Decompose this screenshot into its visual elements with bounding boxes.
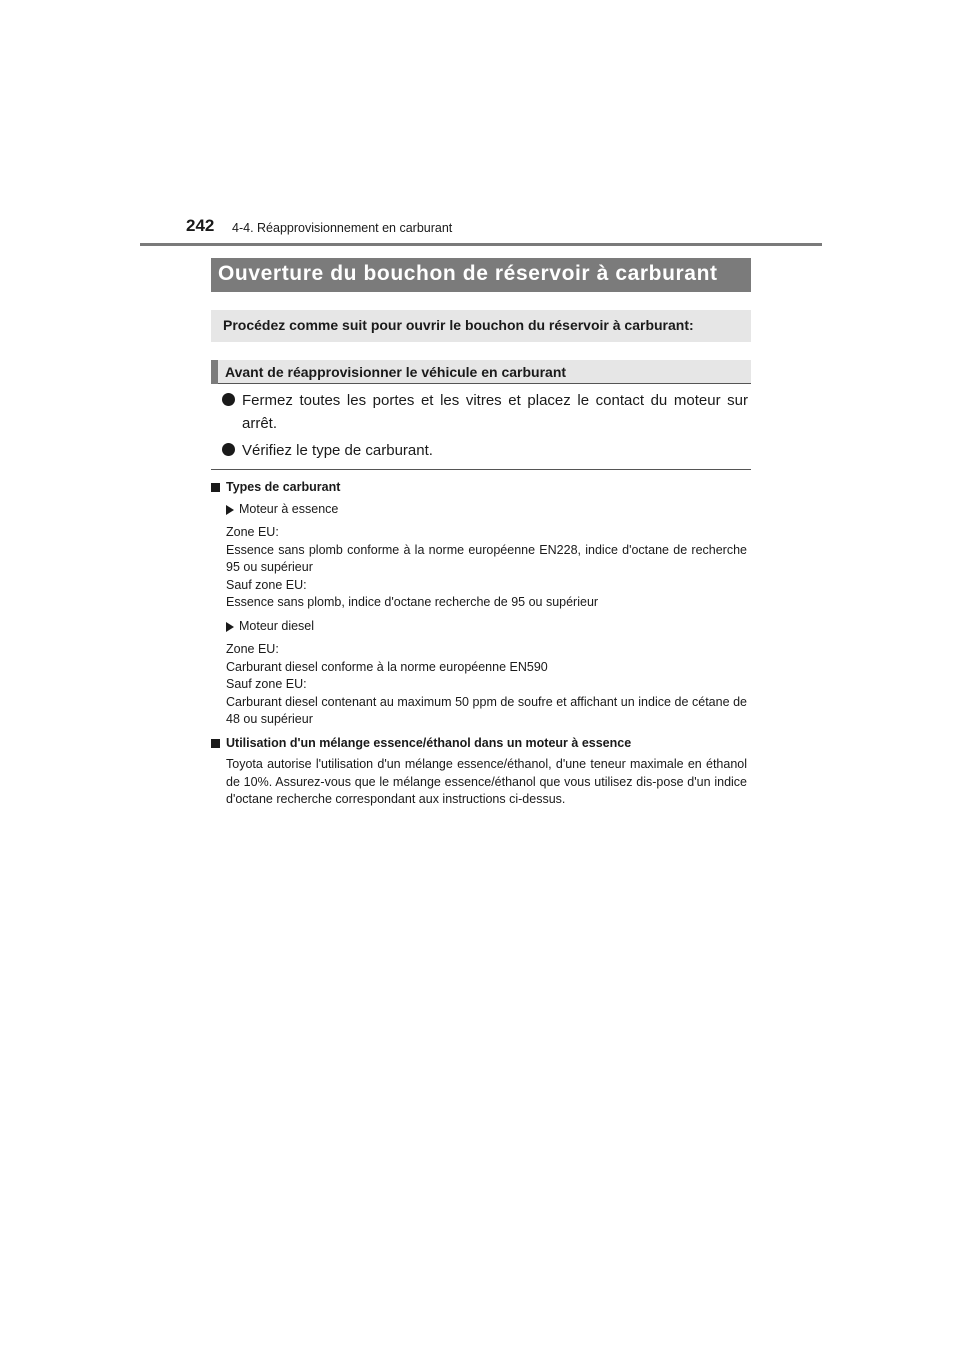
triangle-arrow-icon xyxy=(226,505,234,515)
subsection-title: Avant de réapprovisionner le véhicule en carburant xyxy=(211,360,751,384)
diesel-fuel-spec: Zone EU: Carburant diesel conforme à la norme européenne EN590 Sauf zone EU: Carburant diesel contenant au maximum 50 ppm de soufre et affichant un indice de cétane de 48 ou supérieur xyxy=(226,642,747,726)
notes-section xyxy=(211,479,747,815)
diesel-engine-label: Moteur diesel xyxy=(211,618,747,636)
note-heading-ethanol: Utilisation d'un mélange essence/éthanol dans un moteur à essence xyxy=(211,735,747,753)
page-title: Ouverture du bouchon de réservoir à carburant xyxy=(211,258,751,292)
note-heading-fuel-types: Types de carburant xyxy=(211,479,747,497)
square-bullet-icon xyxy=(211,739,220,748)
page-number: 242 xyxy=(186,216,215,235)
petrol-engine-label: Moteur à essence xyxy=(211,501,747,519)
bullet-text: Fermez toutes les portes et les vitres et placez le contact du moteur sur arrêt. xyxy=(242,392,748,432)
section-reference: 4-4. Réapprovisionnement en carburant xyxy=(232,221,453,235)
triangle-arrow-icon xyxy=(226,622,234,632)
ethanol-text: Toyota autorise l'utilisation d'un mélange essence/éthanol, d'une teneur maximale en éthanol de 10%. Assurez-vous que le mélange essence/éthanol que vous utilisez dis-pose d'un indice d'octane recherche correspondant aux instructions ci-dessus. xyxy=(226,757,747,806)
list-item xyxy=(222,439,748,462)
bullet-list xyxy=(222,389,748,466)
intro-text: Procédez comme suit pour ouvrir le bouchon du réservoir à carburant: xyxy=(211,310,751,342)
subsection-marker xyxy=(211,360,218,384)
bullet-dot-icon xyxy=(222,443,235,456)
square-bullet-icon xyxy=(211,483,220,492)
section-divider xyxy=(211,469,751,470)
petrol-fuel-spec: Zone EU: Essence sans plomb conforme à la norme européenne EN228, indice d'octane de recherche 95 ou supérieur Sauf zone EU: Essence sans plomb, indice d'octane recherche de 95 ou supérieur xyxy=(226,525,747,609)
bullet-text: Vérifiez le type de carburant. xyxy=(242,442,433,459)
bullet-dot-icon xyxy=(222,393,235,406)
list-item xyxy=(222,389,748,435)
header-divider xyxy=(140,243,822,246)
